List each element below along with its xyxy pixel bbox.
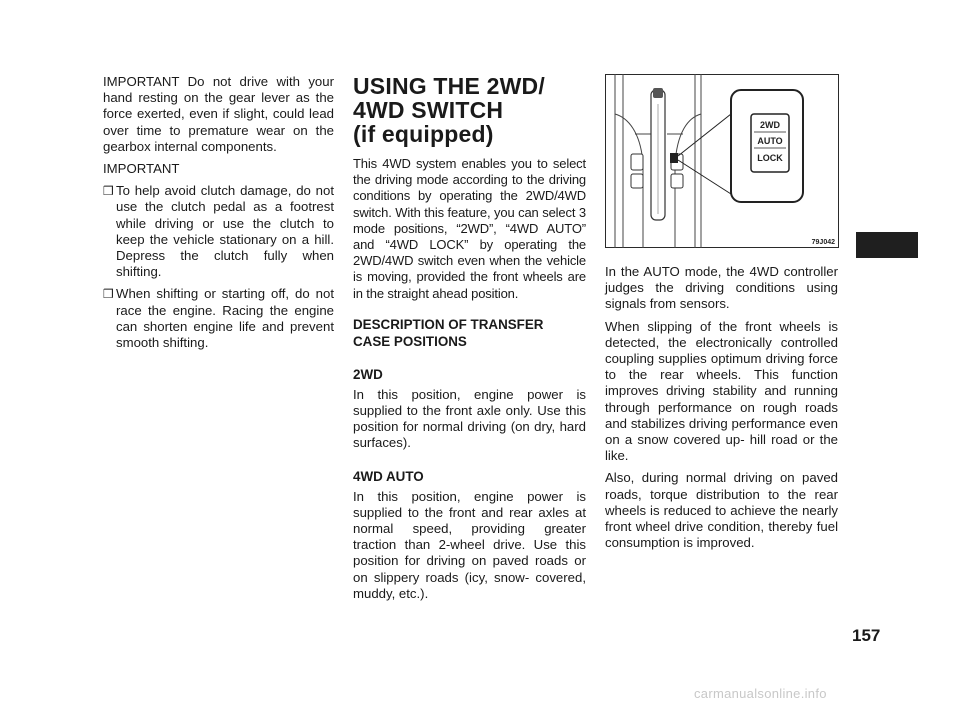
heading-line: DESCRIPTION OF TRANSFER	[353, 316, 544, 332]
title-line: 4WD SWITCH	[353, 97, 504, 123]
chapter-tab	[856, 232, 918, 258]
transfer-case-heading	[353, 316, 586, 350]
bullet-item	[103, 183, 334, 280]
right-column	[605, 264, 838, 557]
page-number: 157	[852, 626, 881, 645]
bullet-text: To help avoid clutch damage, do not use the clutch pedal as a footrest while driving or use the clutch to keep the vehicle stationary on a hill. Depress the clutch fully when shifting.	[116, 183, 334, 280]
switch-location-marker	[670, 153, 678, 163]
bullet-text: When shifting or starting off, do not race the engine. Racing the engine can shorten engine life and prevent smooth shifting.	[116, 286, 334, 351]
fuel-consumption-paragraph: Also, during normal driving on paved roads, torque distribution to the rear wheels is reduced to achieve the nearly front wheel drive condition, thereby fuel consumption is improved.	[605, 470, 838, 551]
switch-label-2wd: 2WD	[760, 120, 780, 130]
figure-code: 79J042	[811, 239, 835, 246]
checkbox-square-icon: ❒	[103, 287, 114, 302]
important-note-gear-lever: IMPORTANT Do not drive with your hand resting on the gear lever as the force exerted, even if slight, could lead over time to premature wear on the gearbox internal components.	[103, 74, 334, 154]
heading-line: CASE POSITIONS	[353, 333, 467, 349]
section-title	[353, 74, 586, 146]
bullet-item	[103, 286, 334, 351]
mode-2wd-heading: 2WD	[353, 366, 383, 382]
switch-label-lock: LOCK	[757, 153, 783, 163]
console-illustration	[605, 74, 839, 248]
switch-label-auto: AUTO	[757, 136, 783, 146]
callout-line	[678, 160, 731, 194]
checkbox-square-icon: ❒	[103, 184, 114, 199]
slip-detection-paragraph: When slipping of the front wheels is detected, the electronically controlled coupling supplies optimum driving force to the rear wheels. This function improves driving stability and running through performance on rough roads and stabilizes driving performance even on a snow covered up- hill road or the like.	[605, 318, 838, 464]
intro-paragraph: This 4WD system enables you to select the driving mode according to the driving conditions by operating the 2WD/4WD switch. With this feature, you can select 3 mode positions, “2WD”, “4WD AUTO” and “4WD LOCK” by operating the 2WD/4WD switch even when the vehicle is moving, provided the front wheels are in the straight ahead position.	[353, 156, 586, 301]
mode-4wd-auto-heading: 4WD AUTO	[353, 468, 424, 484]
mode-2wd-text: In this position, engine power is supplied to the front axle only. Use this position for normal driving (on dry, hard surfaces).	[353, 386, 586, 451]
callout-line	[678, 114, 731, 156]
switch-figure	[605, 74, 839, 248]
middle-column	[353, 74, 586, 608]
mode-4wd-auto-text: In this position, engine power is supplied to the front and rear axles at normal speed, providing greater traction than 2-wheel drive. Use this position for driving on paved roads or on slippery roads (icy, snow- covered, muddy, etc.).	[353, 488, 586, 601]
left-column	[103, 74, 334, 357]
auto-mode-paragraph: In the AUTO mode, the 4WD controller judges the driving conditions using signals from sensors.	[605, 264, 838, 312]
title-line: USING THE 2WD/	[353, 73, 545, 99]
title-line: (if equipped)	[353, 121, 494, 147]
important-heading: IMPORTANT	[103, 161, 180, 177]
gear-lever-icon	[651, 88, 665, 220]
watermark-text: carmanualsonline.info	[694, 686, 827, 701]
